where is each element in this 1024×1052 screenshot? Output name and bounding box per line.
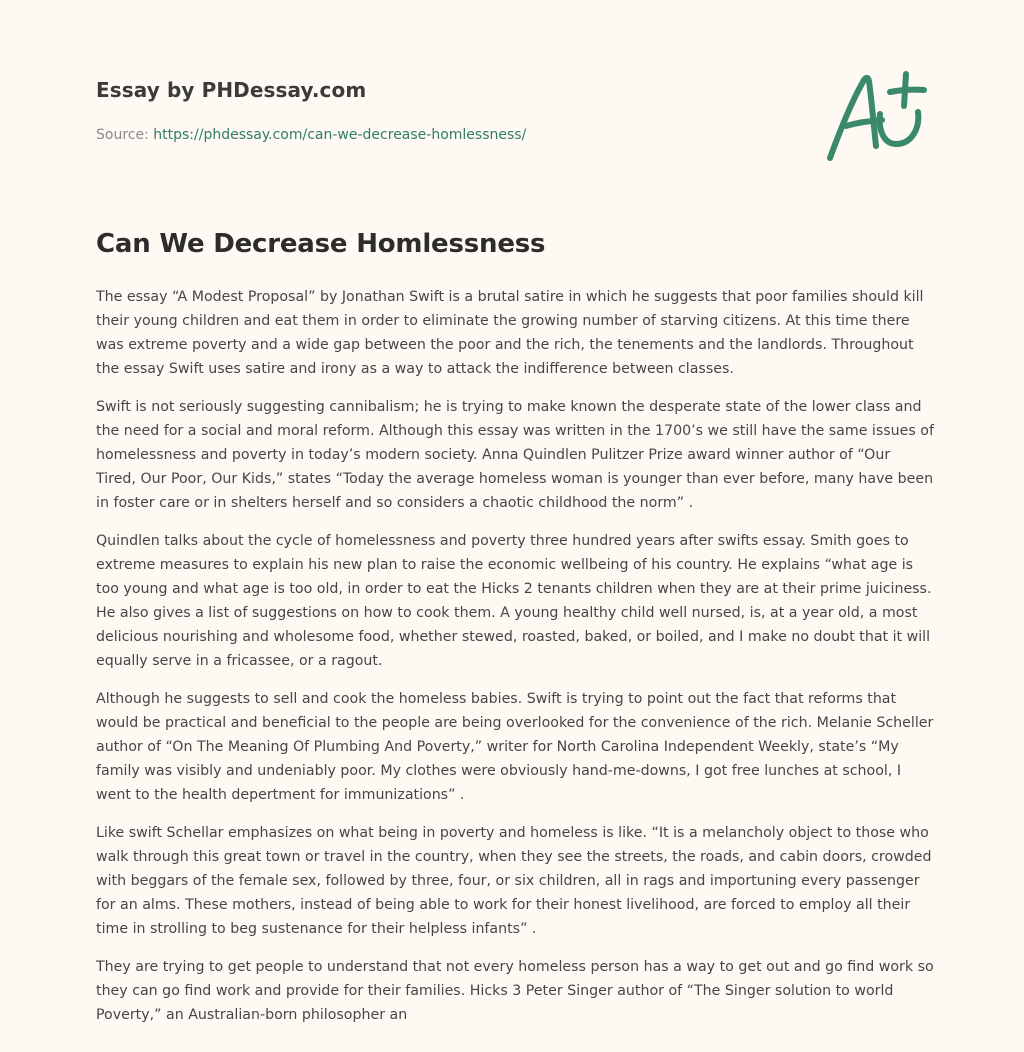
essay-paragraph: Quindlen talks about the cycle of homelessness and poverty three hundred years after swifts essay. Smith goes to extreme measures to explain his new plan to raise the economic wellbeing of his country. He explains “what age is too young and what age is too old, in order to eat the Hicks 2 tenants children when they are at their prime juiciness. He also gives a list of suggestions on how to cook them. A young healthy child well nursed, is, at a year old, a most delicious nourishing and wholesome food, whether stewed, roasted, baked, or boiled, and I make no doubt that it will equally serve in a fricassee, or a ragout. [96,533,932,669]
source-line [96,125,796,145]
essay-paragraph: Like swift Schellar emphasizes on what being in poverty and homeless is like. “It is a melancholy object to those who walk through this great town or travel in the country, when they see the streets, the roads, and cabin doors, crowded with beggars of the female sex, followed by three, four, or six children, all in rags and importuning every passenger for an alms. These mothers, instead of being able to work for their honest livelihood, are forced to employ all their time in strolling to beg sustenance for their helpless infants” . [96,825,932,937]
essay-title: Can We Decrease Homlessness [96,229,546,259]
source-link[interactable]: https://phdessay.com/can-we-decrease-homlessness/ [153,127,527,143]
essay-paragraph: Although he suggests to sell and cook the homeless babies. Swift is trying to point out the fact that reforms that would be practical and beneficial to the people are being overlooked for the convenience of the rich. Melanie Scheller author of “On The Meaning Of Plumbing And Poverty,” writer for North Carolina Independent Weekly, state’s “My family was visibly and undeniably poor. My clothes were obviously hand-me-downs, I got free lunches at school, I went to the health depertment for immunizations” . [96,691,934,803]
essay-paragraph: They are trying to get people to understand that not every homeless person has a way to get out and go find work so they can go find work and provide for their families. Hicks 3 Peter Singer author of “The Singer solution to world Poverty,” an Australian-born philosopher an [96,959,934,1023]
a-plus-logo-icon [820,66,932,166]
source-label: Source: [96,127,154,143]
essay-paragraph: The essay “A Modest Proposal” by Jonathan Swift is a brutal satire in which he suggests that poor families should kill their young children and eat them in order to eliminate the growing number of starving citizens. At this time there was extreme poverty and a wide gap between the poor and the rich, the tenements and the landlords. Throughout the essay Swift uses satire and irony as a way to attack the indifference between classes. [96,289,924,377]
essay-body [96,285,934,1041]
document-header [96,76,796,145]
site-title: Essay by PHDessay.com [96,78,367,102]
essay-paragraph: Swift is not seriously suggesting cannibalism; he is trying to make known the desperate state of the lower class and the need for a social and moral reform. Although this essay was written in the 1700’s we still have the same issues of homelessness and poverty in today’s modern society. Anna Quindlen Pulitzer Prize award winner author of “Our Tired, Our Poor, Our Kids,” states “Today the average homeless woman is younger than ever before, many have been in foster care or in shelters herself and so considers a chaotic childhood the norm” . [96,399,934,511]
